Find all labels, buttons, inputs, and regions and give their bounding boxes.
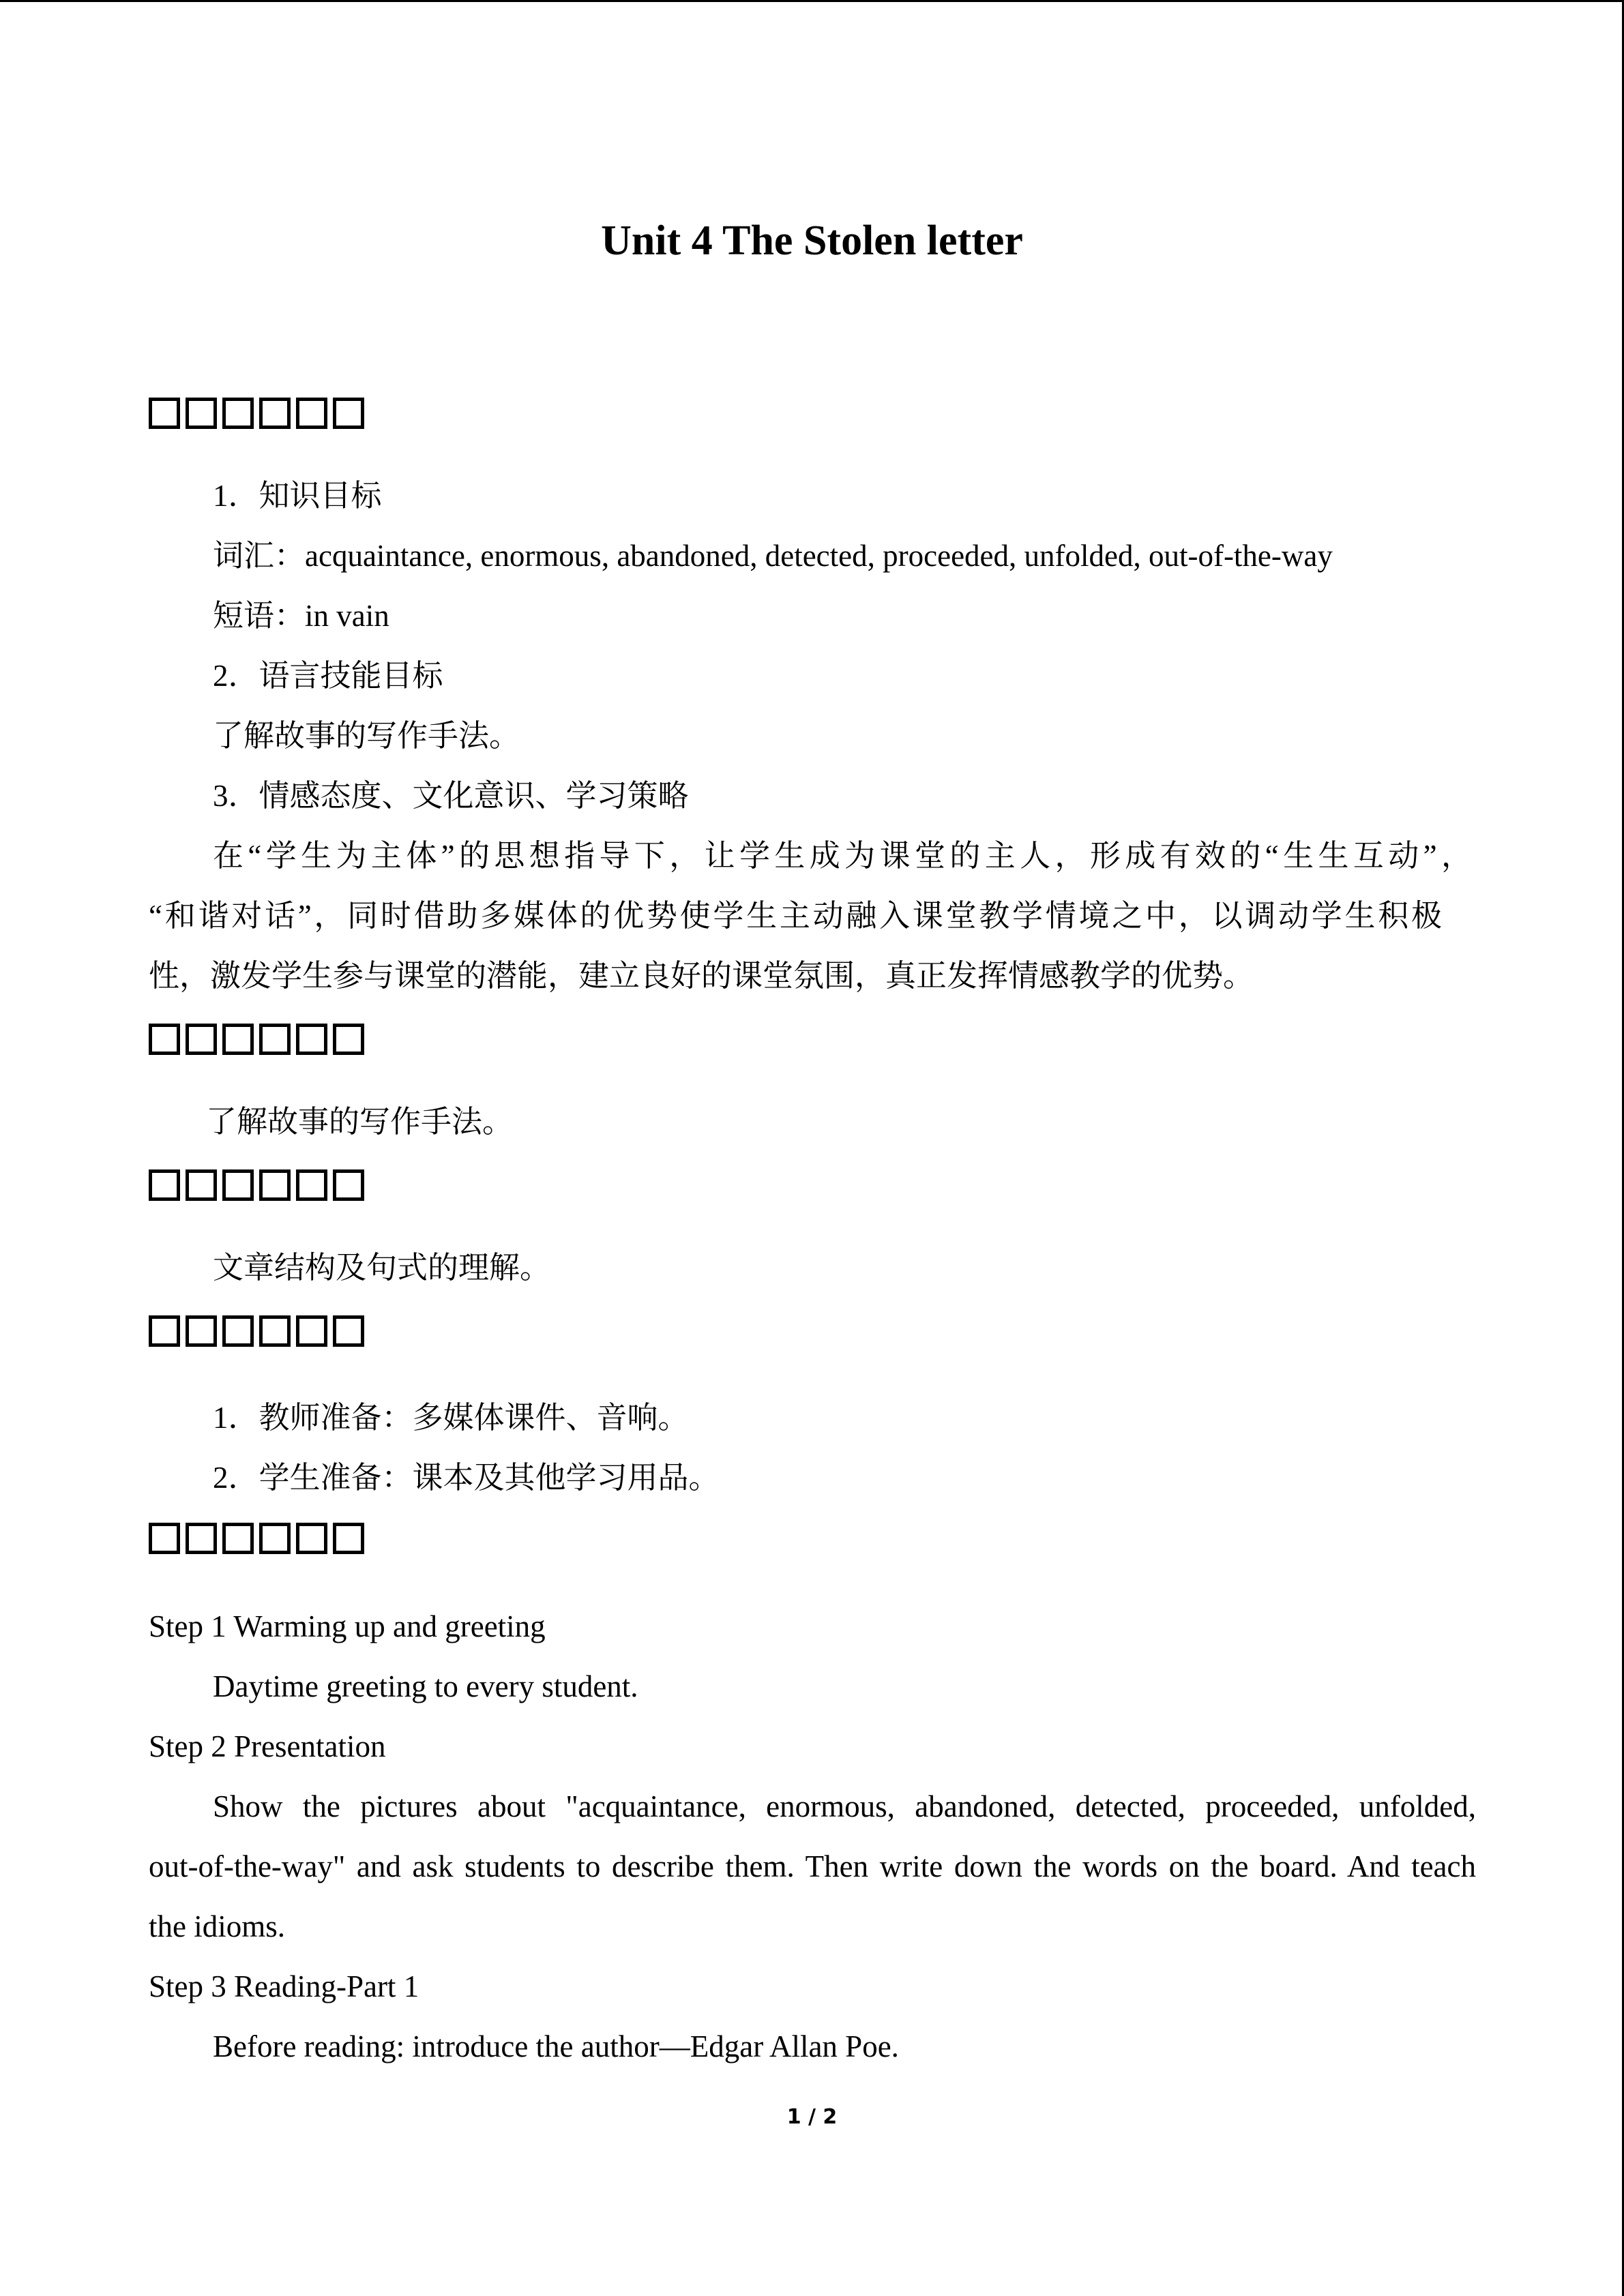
emotion-goal-line-2: “和谐对话”，同时借助多媒体的优势使学生主动融入课堂教学情境之中，以调动学生积极 — [149, 899, 1442, 933]
skill-goal-text: 了解故事的写作手法。 — [213, 719, 520, 753]
step-2-line-1: Show the pictures about "acquaintance, enormous, abandoned, detected, proceeded, unfolded, — [213, 1789, 1476, 1823]
difficult-point-text: 文章结构及句式的理解。 — [213, 1251, 551, 1285]
step-2-line-2: out-of-the-way" and ask students to describe them. Then write down the words on the board. And teach — [149, 1849, 1476, 1883]
student-preparation: 2．学生准备：课本及其他学习用品。 — [213, 1461, 720, 1495]
emotion-goal-line-3: 性，激发学生参与课堂的潜能，建立良好的课堂氛围，真正发挥情感教学的优势。 — [149, 959, 1254, 993]
section-heading-preparation — [149, 1315, 364, 1347]
emotion-goal-label: 3．情感态度、文化意识、学习策略 — [213, 779, 689, 813]
step-1-title: Step 1 Warming up and greeting — [149, 1609, 546, 1643]
knowledge-goal-label: 1．知识目标 — [213, 479, 382, 513]
section-heading-key-point — [149, 1024, 364, 1055]
page-title: Unit 4 The Stolen letter — [601, 218, 1023, 264]
step-2-title: Step 2 Presentation — [149, 1729, 386, 1763]
phrases-line: 短语：in vain — [213, 599, 389, 633]
teacher-preparation: 1．教师准备：多媒体课件、音响。 — [213, 1401, 689, 1435]
step-3-text: Before reading: introduce the author—Edgar Allan Poe. — [213, 2029, 899, 2063]
step-2-line-3: the idioms. — [149, 1909, 285, 1943]
section-heading-difficult-point — [149, 1169, 364, 1201]
step-3-title: Step 3 Reading-Part 1 — [149, 1969, 419, 2003]
section-heading-process — [149, 1523, 364, 1554]
section-heading-objectives — [149, 398, 364, 429]
skill-goal-label: 2．语言技能目标 — [213, 659, 443, 693]
page-number: 1 / 2 — [786, 2105, 838, 2129]
emotion-goal-line-1: 在“学生为主体”的思想指导下，让学生成为课堂的主人，形成有效的“生生互动”， — [213, 839, 1472, 873]
key-point-text: 了解故事的写作手法。 — [206, 1105, 514, 1139]
vocabulary-line: 词汇：acquaintance, enormous, abandoned, detected, proceeded, unfolded, out-of-the-way — [213, 539, 1333, 573]
step-1-text: Daytime greeting to every student. — [213, 1669, 638, 1703]
